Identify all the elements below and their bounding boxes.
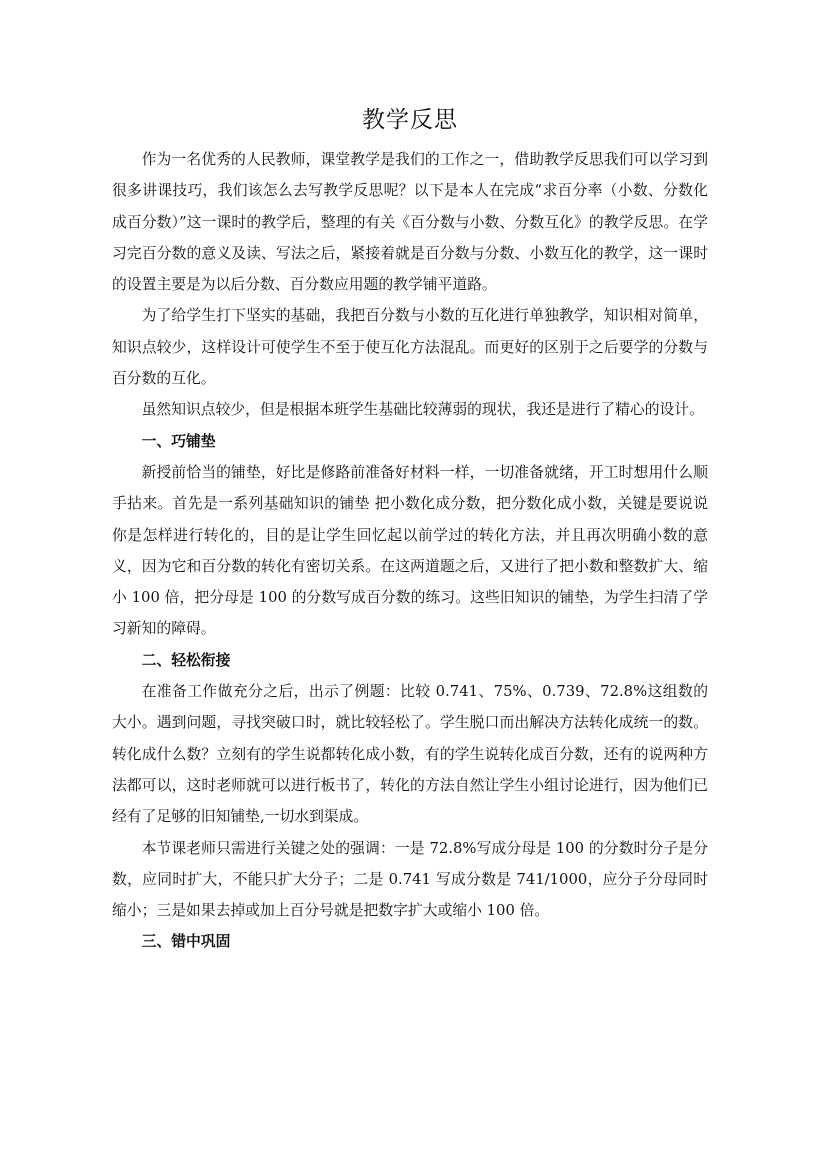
- section-heading-2: 二、轻松衔接: [141, 651, 231, 669]
- section-heading-1: 一、巧铺垫: [141, 432, 216, 450]
- paragraph-intro: 作为一名优秀的人民教师，课堂教学是我们的工作之一，借助教学反思我们可以学习到很多讲课技巧，我们该怎么去写教学反思呢？以下是本人在完成“求百分率（小数、分数化成百分数）”这一课时的教学后，整理的有关《百分数与小数、分数互化》的教学反思。在学习完百分数的意义及读、写法之后，紧接着就是百分数与分数、小数互化的教学，这一课时的设置主要是为以后分数、百分数应用题的教学铺平道路。: [112, 151, 708, 294]
- paragraph-section-1: 新授前恰当的铺垫，好比是修路前准备好材料一样，一切准备就绪，开工时想用什么顺手拈来。首先是一系列基础知识的铺垫 把小数化成分数，把分数化成小数，关键是要说说你是怎样进行转化的，目的是让学生回忆起以前学过的转化方法，并且再次明确小数的意义，因为它和百分数的转化有密切关系。在这两道题之后，又进行了把小数和整数扩大、缩小 100 倍，把分母是 100 的分数写成百分数的练习。这些旧知识的铺垫，为学生扫清了学习新知的障碍。: [112, 463, 708, 638]
- document-page: [112, 100, 708, 958]
- section-heading-3: 三、错中巩固: [141, 933, 231, 951]
- paragraph-careful-design: 虽然知识点较少，但是根据本班学生基础比较薄弱的现状，我还是进行了精心的设计。: [141, 401, 704, 419]
- document-title: 教学反思: [362, 107, 458, 133]
- paragraph-section-2: 在准备工作做充分之后，出示了例题：比较 0.741、75%、0.739、72.8%这组数的大小。遇到问题，寻找突破口时，就比较轻松了。学生脱口而出解决方法转化成统一的数。转化成什么数？立刻有的学生说都转化成小数，有的学生说转化成百分数，还有的说两种方法都可以，这时老师就可以进行板书了，转化的方法自然让学生小组讨论进行，因为他们已经有了足够的旧知铺垫,一切水到渠成。: [112, 683, 708, 826]
- paragraph-design: 为了给学生打下坚实的基础，我把百分数与小数的互化进行单独教学，知识相对简单，知识点较少，这样设计可使学生不至于使互化方法混乱。而更好的区别于之后要学的分数与百分数的互化。: [112, 307, 708, 388]
- paragraph-key-points: 本节课老师只需进行关键之处的强调：一是 72.8%写成分母是 100 的分数时分子是分数，应同时扩大，不能只扩大分子；二是 0.741 写成分数是 741/1000，应分子分母同时缩小；三是如果去掉或加上百分号就是把数字扩大或缩小 100 倍。: [112, 839, 708, 920]
